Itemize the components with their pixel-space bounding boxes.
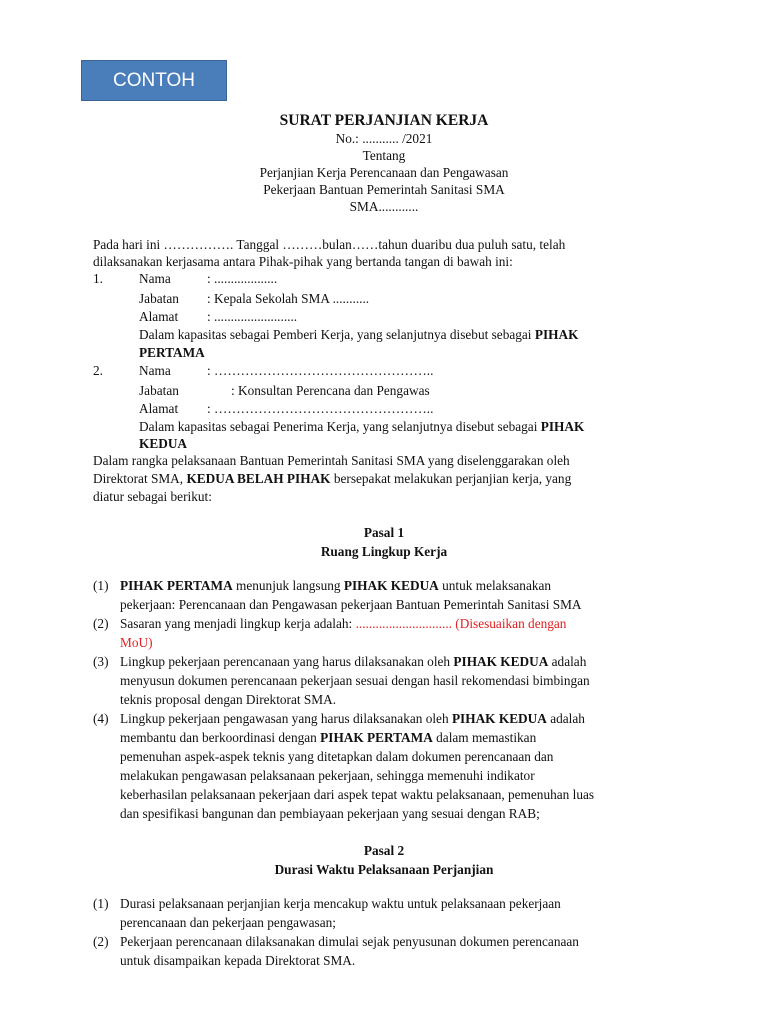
subject-line-1: Perjanjian Kerja Perencanaan dan Pengawasan bbox=[259, 165, 509, 180]
subject-line-2: Pekerjaan Bantuan Pemerintah Sanitasi SMA bbox=[263, 182, 505, 197]
party-1-nama-label: Nama bbox=[139, 271, 171, 286]
party-2-number: 2. bbox=[93, 363, 103, 378]
pasal-2-item-1: (1) Durasi pelaksanaan perjanjian kerja mencakup waktu untuk pelaksanaan pekerjaan perencanaan dan pekerjaan pengawasan; bbox=[93, 896, 561, 930]
party-1-alamat-value: : ......................... bbox=[207, 309, 298, 324]
document-body bbox=[93, 110, 675, 970]
pasal-2-item-2: (2) Pekerjaan perencanaan dilaksanakan dimulai sejak penyusunan dokumen perencanaan untuk disampaikan kepada Direktorat SMA. bbox=[93, 934, 579, 968]
opening-line-2: dilaksanakan kerjasama antara Pihak-pihak yang bertanda tangan di bawah ini: bbox=[93, 254, 513, 269]
document-header bbox=[93, 111, 675, 215]
party-1-role: Dalam kapasitas sebagai Pemberi Kerja, yang selanjutnya disebut sebagai PIHAK bbox=[139, 327, 579, 342]
party-2-jabatan-label: Jabatan bbox=[139, 383, 179, 398]
party-2-alamat-value: : ………………………………………….. bbox=[207, 401, 434, 416]
party-1 bbox=[93, 270, 675, 362]
agreement-paragraph bbox=[93, 452, 675, 506]
pasal-1-subheading: Ruang Lingkup Kerja bbox=[320, 544, 448, 559]
pasal-1-item-3: (3) Lingkup pekerjaan perencanaan yang harus dilaksanakan oleh PIHAK KEDUA adalah menyusun dokumen perencanaan pekerjaan sesuai dengan hasil rekomendasi bimbingan teknis proposal dengan Direktorat SMA. bbox=[93, 654, 590, 707]
document-number: No.: ........... /2021 bbox=[335, 131, 433, 146]
agreement-line-1: Dalam rangka pelaksanaan Bantuan Pemerintah Sanitasi SMA yang diselenggarakan oleh bbox=[93, 453, 570, 468]
subject-line-3: SMA............ bbox=[349, 199, 419, 214]
party-1-jabatan-value: : Kepala Sekolah SMA ........... bbox=[207, 291, 370, 306]
party-1-role-cont: PERTAMA bbox=[139, 345, 205, 360]
pasal-1-item-4: (4) Lingkup pekerjaan pengawasan yang harus dilaksanakan oleh PIHAK KEDUA adalah membantu dan berkoordinasi dengan PIHAK PERTAMA dalam memastikan pemenuhan aspek-aspek teknis yang ditetapkan dalam dokumen perencanaan dan melakukan pengawasan pelaksanaan pekerjaan, sehingga memenuhi indikator keberhasilan pelaksanaan pekerjaan dari aspek tepat waktu pelaksanaan, pemenuhan luas dan spesifikasi bangunan dan pembiayaan pekerjaan yang sesuai dengan RAB; bbox=[93, 711, 595, 821]
party-2-jabatan-value: : Konsultan Perencana dan Pengawas bbox=[231, 383, 430, 398]
party-2 bbox=[93, 362, 675, 452]
pasal-1-heading: Pasal 1 bbox=[363, 525, 405, 540]
pasal-1 bbox=[93, 523, 675, 823]
document-title: SURAT PERJANJIAN KERJA bbox=[279, 112, 489, 129]
party-1-number: 1. bbox=[93, 271, 103, 286]
party-2-nama-value: : ………………………………………….. bbox=[207, 363, 434, 378]
party-2-nama-label: Nama bbox=[139, 363, 171, 378]
party-1-nama-value: : ................... bbox=[207, 271, 278, 286]
party-2-role: Dalam kapasitas sebagai Penerima Kerja, yang selanjutnya disebut sebagai PIHAK bbox=[139, 419, 585, 434]
party-1-jabatan-label: Jabatan bbox=[139, 291, 179, 306]
pasal-1-item-1: (1) PIHAK PERTAMA menunjuk langsung PIHAK KEDUA untuk melaksanakan pekerjaan: Perencanaan dan Pengawasan pekerjaan Bantuan Pemerintah Sanitasi SMA bbox=[93, 578, 582, 612]
pasal-2-heading: Pasal 2 bbox=[363, 843, 405, 858]
agreement-line-3: diatur sebagai berikut: bbox=[93, 489, 212, 504]
party-2-alamat-label: Alamat bbox=[139, 401, 179, 416]
party-1-alamat-label: Alamat bbox=[139, 309, 179, 324]
tentang-label: Tentang bbox=[362, 148, 406, 163]
opening-line-1: Pada hari ini ……………. Tanggal ………bulan……tahun duaribu dua puluh satu, telah bbox=[93, 237, 566, 252]
contoh-badge: CONTOH bbox=[81, 60, 227, 101]
agreement-line-2: Direktorat SMA, KEDUA BELAH PIHAK bersepakat melakukan perjanjian kerja, yang bbox=[93, 471, 572, 486]
party-2-role-cont: KEDUA bbox=[139, 436, 188, 451]
pasal-1-item-2: (2) Sasaran yang menjadi lingkup kerja adalah: ............................. (Disesuaikan dengan MoU) bbox=[93, 616, 567, 650]
opening-paragraph bbox=[93, 236, 675, 270]
pasal-2-subheading: Durasi Waktu Pelaksanaan Perjanjian bbox=[274, 862, 494, 877]
pasal-2 bbox=[93, 841, 675, 970]
